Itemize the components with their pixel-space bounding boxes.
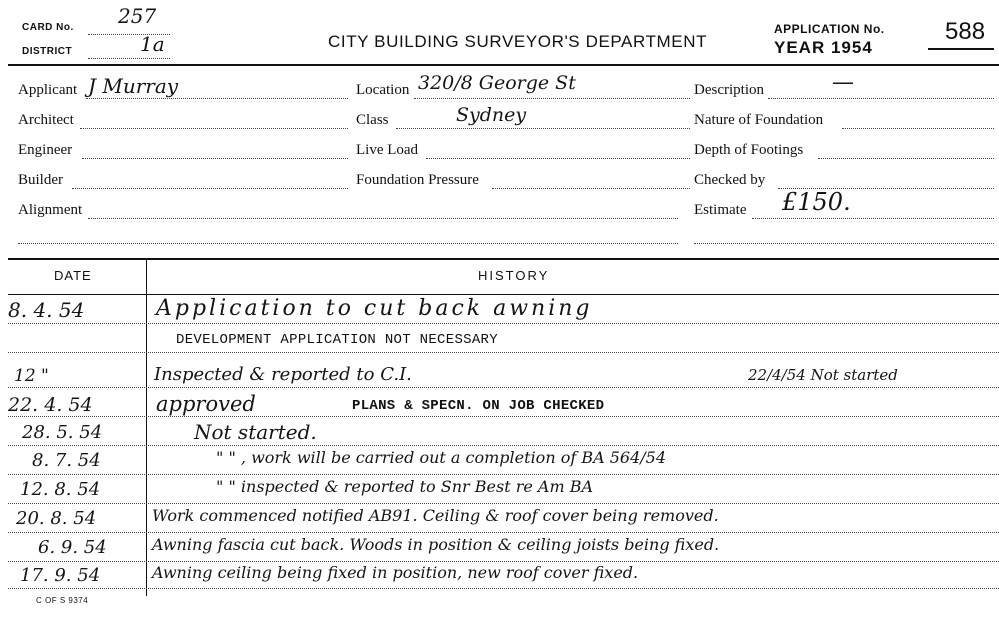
alignment-line (88, 218, 678, 219)
estimate-label: Estimate (694, 202, 747, 218)
row-rule (8, 352, 999, 353)
history-stamp: DEVELOPMENT APPLICATION NOT NECESSARY (176, 332, 498, 348)
history-entry: Application to cut back awning (156, 296, 593, 321)
history-date: 20. 8. 54 (16, 508, 97, 529)
form-code: C OF S 9374 (36, 596, 89, 605)
row-rule (8, 532, 999, 533)
applicant-label: Applicant (18, 82, 78, 98)
date-header: DATE (54, 268, 92, 283)
history-top-rule (8, 258, 999, 260)
history-note: 22/4/54 Not started (748, 366, 898, 384)
row-rule (8, 416, 999, 417)
row-rule (8, 503, 999, 504)
history-entry: " " , work will be carried out a completion of BA 564/54 (216, 448, 667, 467)
history-entry: " " inspected & reported to Snr Best re Am BA (216, 477, 594, 496)
history-entry: approved (156, 392, 256, 416)
row-rule (8, 474, 999, 475)
history-entry: Work commenced notified AB91. Ceiling & roof cover being removed. (152, 506, 719, 525)
history-header: HISTORY (478, 268, 550, 283)
builder-label: Builder (18, 172, 63, 188)
depth-of-footings-line (818, 158, 994, 159)
history-header-rule (8, 294, 999, 295)
year-label: YEAR 1954 (774, 38, 873, 57)
history-date: 6. 9. 54 (38, 537, 107, 558)
foundation-pressure-label: Foundation Pressure (356, 172, 479, 188)
row-rule (8, 323, 999, 324)
history-entry: Awning fascia cut back. Woods in position & ceiling joists being fixed. (152, 535, 720, 554)
live-load-label: Live Load (356, 142, 419, 158)
card-no-value: 257 (118, 4, 157, 28)
location-label: Location (356, 82, 410, 98)
application-no-value: 588 (945, 18, 986, 45)
location-value: 320/8 George St (418, 72, 576, 94)
nature-of-foundation-line (842, 128, 994, 129)
estimate-line (752, 218, 994, 219)
history-date: 17. 9. 54 (20, 565, 101, 586)
builder-line (72, 188, 348, 189)
extra-line-left (18, 243, 678, 244)
district-label: DISTRICT (22, 46, 73, 57)
engineer-label: Engineer (18, 142, 73, 158)
header-divider (8, 64, 999, 66)
description-value: — (832, 70, 854, 95)
class-line (396, 128, 690, 129)
row-rule (8, 387, 999, 388)
row-rule (8, 561, 999, 562)
engineer-line (82, 158, 348, 159)
live-load-line (426, 158, 690, 159)
estimate-value: £150. (782, 188, 851, 216)
date-column-divider (146, 258, 147, 596)
class-value: Sydney (456, 104, 527, 126)
card-no-label: CARD No. (22, 22, 74, 33)
history-entry: Not started. (194, 420, 317, 444)
architect-line (80, 128, 348, 129)
architect-label: Architect (18, 112, 74, 128)
history-entry: Awning ceiling being fixed in position, new roof cover fixed. (152, 563, 639, 582)
class-label: Class (356, 112, 389, 128)
district-value: 1a (140, 32, 165, 56)
row-rule (8, 445, 999, 446)
history-date: 28. 5. 54 (22, 422, 103, 443)
history-date: 22. 4. 54 (8, 394, 93, 416)
checked-by-label: Checked by (694, 172, 766, 188)
history-date: 12. 8. 54 (20, 479, 101, 500)
history-date: 8. 7. 54 (32, 450, 101, 471)
description-line (768, 98, 994, 99)
alignment-label: Alignment (18, 202, 83, 218)
department-title: CITY BUILDING SURVEYOR'S DEPARTMENT (328, 32, 708, 51)
history-date: 8. 4. 54 (8, 298, 85, 322)
row-rule (8, 588, 999, 589)
history-stamp: PLANS & SPECN. ON JOB CHECKED (352, 398, 605, 414)
application-no-label: APPLICATION No. (774, 22, 885, 36)
location-line (414, 98, 690, 99)
depth-of-footings-label: Depth of Footings (694, 142, 804, 158)
extra-line-right (694, 243, 994, 244)
description-label: Description (694, 82, 764, 98)
application-no-underline (928, 48, 994, 50)
history-date: 12 " (14, 366, 49, 386)
history-entry: Inspected & reported to C.I. (154, 364, 412, 385)
applicant-value: J Murray (88, 74, 179, 98)
foundation-pressure-line (492, 188, 690, 189)
nature-of-foundation-label: Nature of Foundation (694, 112, 824, 128)
applicant-line (86, 98, 348, 99)
district-line (88, 58, 170, 59)
